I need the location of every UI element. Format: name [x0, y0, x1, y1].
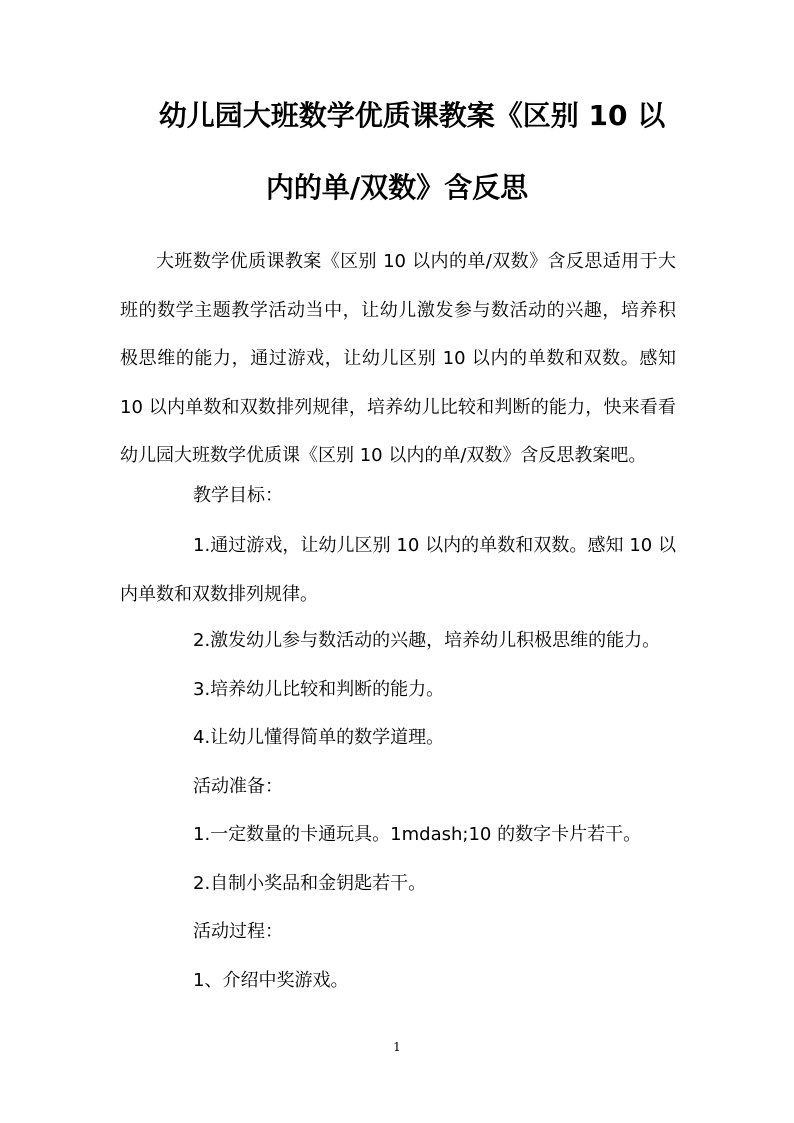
goal-item-3: 3.培养幼儿比较和判断的能力。 [193, 679, 445, 700]
intro-paragraph: 大班数学优质课教案《区别 10 以内的单/双数》含反思适用于大班的数学主题教学活动当中，让幼儿激发参与数活动的兴趣，培养积极思维的能力，通过游戏，让幼儿区别 10 以内的单数和双数。感知 10 以内单数和双数排列规律，培养幼儿比较和判断的能力，快来看看幼儿园大班数学优质课《区别 10 以内的单/双数》含反思教案吧。 [120, 251, 676, 467]
document-title-line-2: 内的单/双数》含反思 [265, 171, 529, 204]
prep-item-2: 2.自制小奖品和金钥匙若干。 [193, 873, 427, 894]
document-title-line-1: 幼儿园大班数学优质课教案《区别 10 以 [158, 99, 666, 132]
goal-item-4: 4.让幼儿懂得简单的数学道理。 [193, 727, 445, 748]
page-number: 1 [393, 1040, 401, 1054]
process-heading: 活动过程： [193, 921, 283, 942]
prep-item-1: 1.一定数量的卡通玩具。1mdash;10 的数字卡片若干。 [193, 824, 642, 845]
process-item-1: 1、介绍中奖游戏。 [193, 970, 349, 991]
goals-heading: 教学目标： [193, 485, 283, 506]
prep-heading: 活动准备： [193, 776, 283, 797]
goal-item-1: 1.通过游戏，让幼儿区别 10 以内的单数和双数。感知 10 以内单数和双数排列规律。 [120, 535, 676, 605]
goal-item-2: 2.激发幼儿参与数活动的兴趣，培养幼儿积极思维的能力。 [193, 630, 661, 651]
